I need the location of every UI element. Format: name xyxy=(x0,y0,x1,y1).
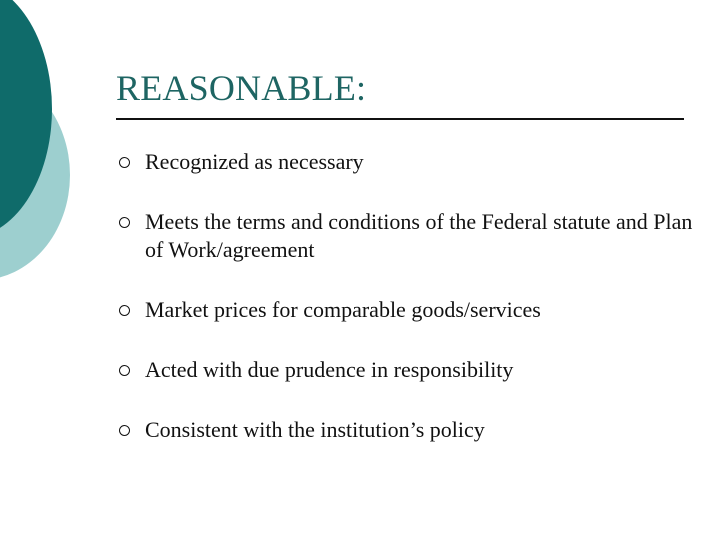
bullet-circle-icon xyxy=(119,305,130,316)
bullet-text: Market prices for comparable goods/services xyxy=(145,297,541,322)
bullet-item xyxy=(116,356,701,384)
bullet-circle-icon xyxy=(119,365,130,376)
bullet-text: Consistent with the institution’s policy xyxy=(145,417,485,442)
bullet-circle-icon xyxy=(119,425,130,436)
bullet-circle-icon xyxy=(119,217,130,228)
bullet-item xyxy=(116,148,701,176)
bullet-item xyxy=(116,208,701,264)
bullet-item xyxy=(116,296,701,324)
bullet-list xyxy=(116,148,701,444)
bullet-text: Acted with due prudence in responsibility xyxy=(145,357,514,382)
title-divider xyxy=(116,118,684,120)
bullet-text: Meets the terms and conditions of the Federal statute and Plan of Work/agreement xyxy=(145,209,693,262)
slide-title: REASONABLE: xyxy=(116,68,367,108)
bullet-text: Recognized as necessary xyxy=(145,149,364,174)
bullet-circle-icon xyxy=(119,157,130,168)
bullet-item xyxy=(116,416,701,444)
